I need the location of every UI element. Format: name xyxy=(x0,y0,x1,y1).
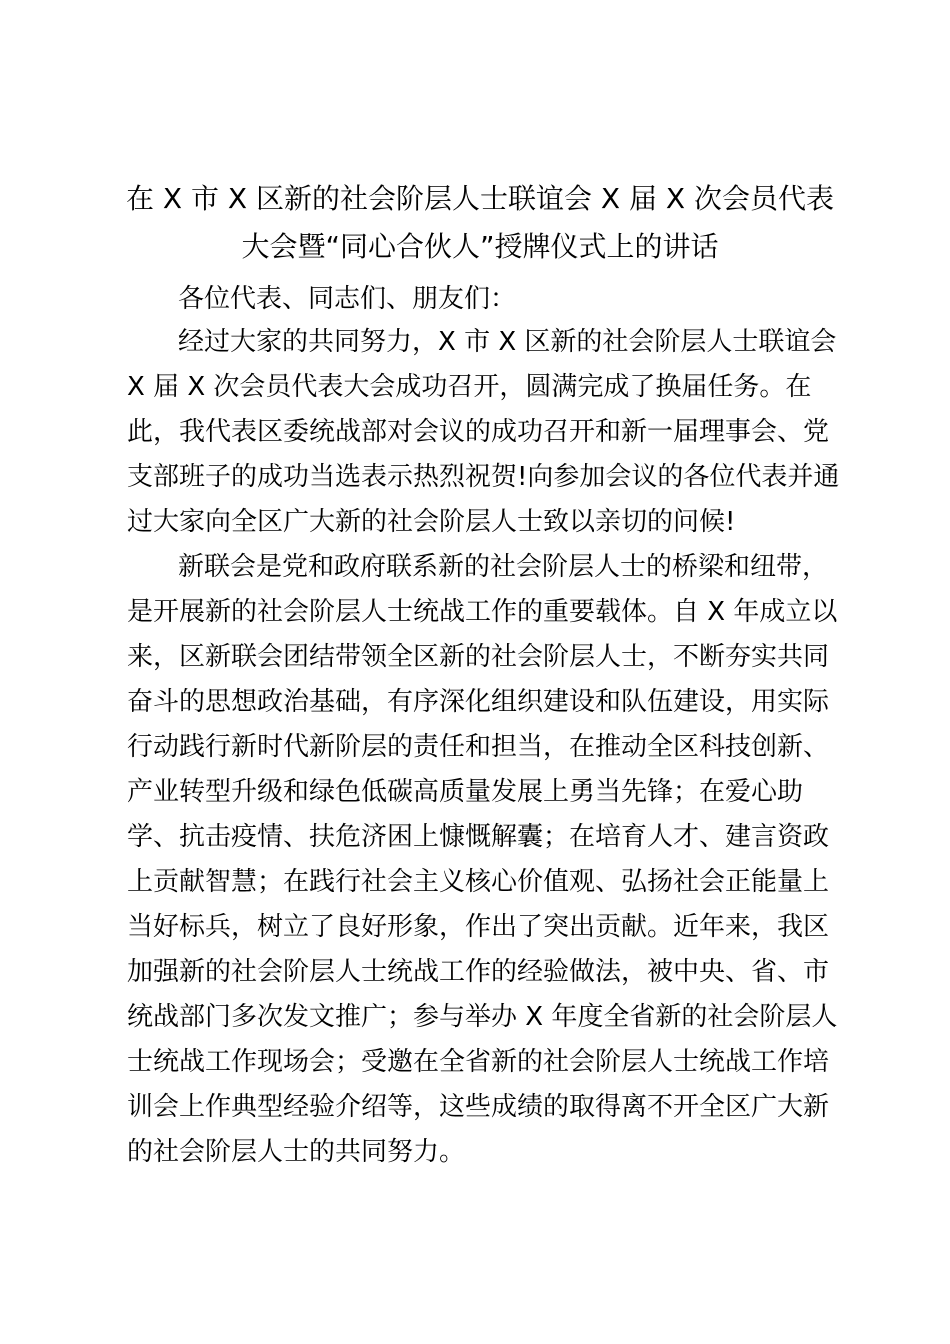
paragraph-2-line: 当好标兵，树立了良好形象，作出了突出贡献。近年来，我区 xyxy=(127,912,830,942)
paragraph-2-line: 是开展新的社会阶层人士统战工作的重要载体。自 X 年成立以 xyxy=(127,597,838,627)
paragraph-2-line: 加强新的社会阶层人士统战工作的经验做法，被中央、省、市 xyxy=(127,957,830,987)
paragraph-2-line: 学、抗击疫情、扶危济困上慷慨解囊；在培育人才、建言资政 xyxy=(127,822,830,852)
paragraph-1-line: 过大家向全区广大新的社会阶层人士致以亲切的问候! xyxy=(127,507,736,537)
paragraph-2-line: 上贡献智慧；在践行社会主义核心价值观、弘扬社会正能量上 xyxy=(127,867,830,897)
salutation: 各位代表、同志们、朋友们： xyxy=(178,284,517,314)
paragraph-1-line: X 届 X 次会员代表大会成功召开，圆满完成了换届任务。在 xyxy=(127,372,812,402)
paragraph-2-line: 统战部门多次发文推广；参与举办 X 年度全省新的社会阶层人 xyxy=(127,1002,838,1032)
paragraph-2-line: 的社会阶层人士的共同努力。 xyxy=(127,1137,466,1167)
paragraph-2-line: 奋斗的思想政治基础，有序深化组织建设和队伍建设，用实际 xyxy=(127,687,830,717)
paragraph-2-line: 新联会是党和政府联系新的社会阶层人士的桥梁和纽带， xyxy=(178,552,829,582)
paragraph-2-line: 士统战工作现场会；受邀在全省新的社会阶层人士统战工作培 xyxy=(127,1047,830,1077)
paragraph-1-line: 经过大家的共同努力，X 市 X 区新的社会阶层人士联谊会 xyxy=(178,327,837,357)
document-title-line-2: 大会暨“同心合伙人”授牌仪式上的讲话 xyxy=(241,230,719,263)
paragraph-1-line: 此，我代表区委统战部对会议的成功召开和新一届理事会、党 xyxy=(127,417,830,447)
paragraph-2-line: 行动践行新时代新阶层的责任和担当，在推动全区科技创新、 xyxy=(127,732,830,762)
paragraph-2-line: 来，区新联会团结带领全区新的社会阶层人士，不断夯实共同 xyxy=(127,642,830,672)
document-title-line-1: 在 X 市 X 区新的社会阶层人士联谊会 X 届 X 次会员代表 xyxy=(126,182,834,215)
paragraph-2-line: 训会上作典型经验介绍等，这些成绩的取得离不开全区广大新 xyxy=(127,1092,830,1122)
paragraph-2-line: 产业转型升级和绿色低碳高质量发展上勇当先锋；在爱心助 xyxy=(127,777,804,807)
paragraph-1-line: 支部班子的成功当选表示热烈祝贺!向参加会议的各位代表并通 xyxy=(127,462,840,492)
